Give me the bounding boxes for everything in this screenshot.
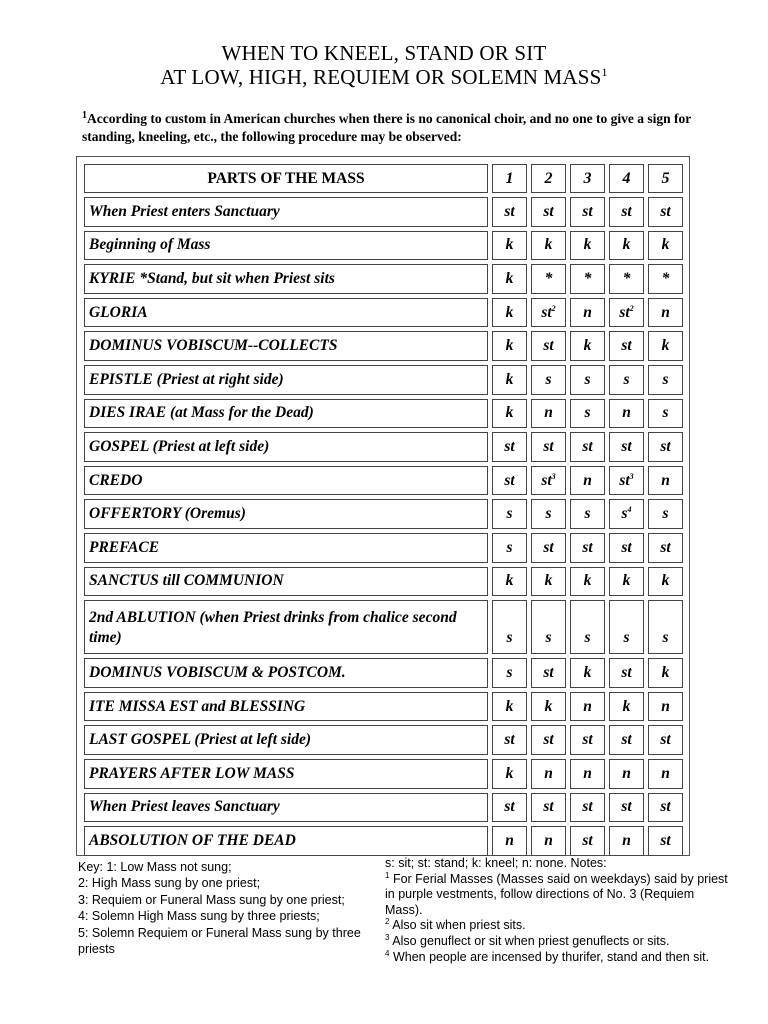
table-row [84,197,683,227]
posture-cell-col-3 [570,826,605,856]
posture-cell-col-3 [570,658,605,688]
posture-value: s [545,505,552,523]
posture-value: k [544,236,553,254]
posture-value: s [623,629,630,647]
posture-cell-col-5 [648,499,683,529]
mass-part-label: LAST GOSPEL (Priest at left side) [84,725,488,755]
posture-value: n [661,471,670,489]
posture-cell-col-5 [648,365,683,395]
posture-value: k [505,764,514,782]
posture-value: st [582,831,593,849]
posture-cell-col-5 [648,399,683,429]
table-row [84,298,683,328]
posture-cell-col-5 [648,231,683,261]
table-row [84,466,683,496]
table-row [84,658,683,688]
posture-value: n [544,764,553,782]
posture-value: s [584,370,591,388]
posture-cell-col-1 [492,432,527,462]
posture-value: st [543,538,554,556]
mass-table [80,160,687,860]
posture-cell-col-2 [531,826,566,856]
posture-cell-col-5 [648,298,683,328]
posture-value: n [544,831,553,849]
posture-cell-col-1 [492,264,527,294]
posture-value: st [582,202,593,220]
key-item: 4: Solemn High Mass sung by three priests; [78,909,320,924]
posture-cell-col-2 [531,658,566,688]
mass-part-label: DOMINUS VOBISCUM--COLLECTS [84,331,488,361]
posture-cell-col-2 [531,759,566,789]
note-item [385,950,730,966]
table-row [84,692,683,722]
posture-cell-col-3 [570,432,605,462]
posture-value: st [582,538,593,556]
posture-value: k [505,269,514,287]
table-row [84,399,683,429]
table-row [84,331,683,361]
mass-part-label: Beginning of Mass [84,231,488,261]
posture-cell-col-1 [492,365,527,395]
posture-value: s [506,629,513,647]
posture-value: n [505,831,514,849]
posture-cell-col-2 [531,399,566,429]
header-col-5: 5 [648,164,683,193]
footnote-marker: 3 [385,932,390,942]
mass-part-label: ABSOLUTION OF THE DEAD [84,826,488,856]
posture-cell-col-2 [531,298,566,328]
posture-value: s [621,505,628,523]
posture-value: k [661,572,670,590]
posture-cell-col-5 [648,692,683,722]
posture-value: k [622,236,631,254]
posture-value: n [583,764,592,782]
posture-cell-col-4 [609,759,644,789]
posture-cell-col-1 [492,692,527,722]
posture-cell-col-4 [609,432,644,462]
mass-part-label: When Priest leaves Sanctuary [84,793,488,823]
notes-legend: s: sit; st: stand; k: kneel; n: none. Notes: [385,856,607,870]
page-title: WHEN TO KNEEL, STAND OR SIT [221,41,547,65]
posture-value: n [622,831,631,849]
note-item [385,918,730,934]
posture-value: * [622,269,631,287]
page-subtitle [0,64,768,90]
posture-value: st [504,731,515,749]
posture-value: s [584,404,591,422]
header-col-2: 2 [531,164,566,193]
posture-value: st [582,731,593,749]
posture-value: k [505,404,514,422]
posture-cell-col-3 [570,466,605,496]
mass-part-label: GOSPEL (Priest at left side) [84,432,488,462]
table-row [84,533,683,563]
notes-list [385,872,730,966]
posture-value: st [619,471,630,489]
posture-value: k [505,303,514,321]
posture-value: k [583,572,592,590]
intro-text: According to custom in American churches when there is no canonical choir, and no one to give a sign for standing, kneeling, etc., the following procedure may be observed: [82,111,692,144]
posture-cell-col-3 [570,793,605,823]
posture-cell-col-5 [648,826,683,856]
posture-value: st [582,437,593,455]
footnote-marker: 4 [627,505,632,515]
footnote-marker: 1 [82,110,87,121]
posture-value: k [622,697,631,715]
posture-cell-col-5 [648,759,683,789]
posture-value: n [583,303,592,321]
posture-value: n [622,764,631,782]
mass-part-label: EPISTLE (Priest at right side) [84,365,488,395]
header-col-4: 4 [609,164,644,193]
posture-value: k [505,697,514,715]
posture-value: n [661,764,670,782]
posture-cell-col-1 [492,658,527,688]
table-header-row [84,164,683,193]
posture-value: st [621,337,632,355]
key-item: 5: Solemn Requiem or Funeral Mass sung by three priests [78,925,361,957]
footnote-marker: 1 [385,870,390,880]
posture-cell-col-1 [492,725,527,755]
posture-value: k [505,236,514,254]
posture-cell-col-5 [648,793,683,823]
posture-value: k [661,236,670,254]
posture-cell-col-2 [531,533,566,563]
posture-value: st [660,798,671,816]
posture-value: st [621,202,632,220]
posture-cell-col-4 [609,499,644,529]
posture-cell-col-3 [570,600,605,654]
posture-cell-col-3 [570,499,605,529]
posture-value: k [505,572,514,590]
mass-part-label: ITE MISSA EST and BLESSING [84,692,488,722]
posture-value: n [661,697,670,715]
posture-value: * [661,269,670,287]
posture-cell-col-5 [648,600,683,654]
posture-cell-col-2 [531,231,566,261]
posture-value: st [504,471,515,489]
footnote-marker: 4 [385,948,390,958]
posture-cell-col-2 [531,793,566,823]
header-parts-of-mass: PARTS OF THE MASS [84,164,488,193]
mass-part-label: KYRIE *Stand, but sit when Priest sits [84,264,488,294]
posture-value: st [543,437,554,455]
posture-cell-col-4 [609,399,644,429]
table-row [84,826,683,856]
posture-cell-col-4 [609,567,644,597]
table-row [84,231,683,261]
posture-cell-col-4 [609,298,644,328]
subtitle-text: AT LOW, HIGH, REQUIEM OR SOLEMN MASS [160,65,602,89]
posture-cell-col-2 [531,466,566,496]
mass-table-frame [76,156,690,856]
posture-value: k [505,337,514,355]
posture-cell-col-3 [570,231,605,261]
mass-part-label: DOMINUS VOBISCUM & POSTCOM. [84,658,488,688]
posture-cell-col-2 [531,432,566,462]
posture-value: s [662,370,669,388]
footnote-marker: 2 [385,917,390,927]
posture-value: n [583,697,592,715]
posture-cell-col-2 [531,331,566,361]
posture-cell-col-5 [648,658,683,688]
key-item: 3: Requiem or Funeral Mass sung by one priest; [78,892,345,907]
posture-value: s [623,370,630,388]
posture-cell-col-1 [492,759,527,789]
posture-value: k [583,337,592,355]
posture-value: st [660,202,671,220]
posture-cell-col-1 [492,331,527,361]
posture-value: st [621,437,632,455]
posture-cell-col-2 [531,365,566,395]
mass-part-label: DIES IRAE (at Mass for the Dead) [84,399,488,429]
posture-cell-col-3 [570,365,605,395]
posture-value: k [544,697,553,715]
posture-cell-col-4 [609,658,644,688]
posture-value: st [660,831,671,849]
posture-cell-col-2 [531,692,566,722]
posture-value: k [583,236,592,254]
mass-part-label: 2nd ABLUTION (when Priest drinks from chalice second time) [84,600,488,654]
posture-value: st [619,303,630,321]
posture-value: * [583,269,592,287]
posture-cell-col-4 [609,466,644,496]
posture-value: s [662,404,669,422]
footnote-marker: 2 [629,303,634,313]
posture-cell-col-4 [609,231,644,261]
posture-cell-col-5 [648,264,683,294]
posture-value: n [583,471,592,489]
mass-part-label: PRAYERS AFTER LOW MASS [84,759,488,789]
posture-cell-col-5 [648,197,683,227]
table-row [84,793,683,823]
posture-cell-col-1 [492,499,527,529]
posture-value: s [506,505,513,523]
footnote-marker: 1 [601,65,608,79]
posture-value: s [545,629,552,647]
key-item: Key: 1: Low Mass not sung; [78,860,232,874]
posture-cell-col-4 [609,600,644,654]
posture-cell-col-2 [531,567,566,597]
posture-cell-col-5 [648,725,683,755]
posture-value: st [543,798,554,816]
posture-cell-col-3 [570,399,605,429]
posture-cell-col-1 [492,298,527,328]
posture-value: s [506,538,513,556]
table-row [84,600,683,654]
posture-value: k [661,337,670,355]
posture-cell-col-5 [648,533,683,563]
posture-cell-col-1 [492,231,527,261]
posture-value: st [621,663,632,681]
posture-value: st [660,437,671,455]
note-item [385,934,730,950]
mass-part-label: GLORIA [84,298,488,328]
posture-value: st [504,798,515,816]
posture-value: k [583,663,592,681]
posture-cell-col-1 [492,533,527,563]
posture-value: s [662,629,669,647]
header-col-1: 1 [492,164,527,193]
posture-cell-col-5 [648,466,683,496]
posture-cell-col-3 [570,197,605,227]
posture-value: k [544,572,553,590]
mass-part-label: When Priest enters Sanctuary [84,197,488,227]
posture-cell-col-3 [570,533,605,563]
posture-cell-col-4 [609,533,644,563]
table-row [84,725,683,755]
posture-value: st [582,798,593,816]
posture-cell-col-4 [609,197,644,227]
note-text: When people are incensed by thurifer, stand and then sit. [392,949,710,964]
mass-part-label: PREFACE [84,533,488,563]
mass-part-label: SANCTUS till COMMUNION [84,567,488,597]
mass-part-label: OFFERTORY (Oremus) [84,499,488,529]
posture-value: st [541,303,552,321]
footnote-marker: 3 [551,471,556,481]
footnote-marker: 2 [551,303,556,313]
footnote-marker: 3 [629,471,634,481]
posture-cell-col-1 [492,600,527,654]
posture-cell-col-3 [570,759,605,789]
posture-cell-col-3 [570,331,605,361]
note-item [385,872,730,919]
posture-cell-col-1 [492,826,527,856]
posture-cell-col-1 [492,399,527,429]
posture-value: st [541,471,552,489]
posture-cell-col-1 [492,197,527,227]
posture-value: st [504,437,515,455]
posture-value: st [621,798,632,816]
posture-cell-col-5 [648,432,683,462]
posture-cell-col-1 [492,793,527,823]
posture-value: s [506,663,513,681]
table-row [84,499,683,529]
posture-cell-col-3 [570,264,605,294]
posture-value: k [661,663,670,681]
mass-part-label: CREDO [84,466,488,496]
posture-cell-col-4 [609,692,644,722]
posture-value: s [584,629,591,647]
posture-cell-col-2 [531,725,566,755]
posture-cell-col-4 [609,264,644,294]
table-row [84,432,683,462]
note-text: Also genuflect or sit when priest genuflects or sits. [392,933,670,948]
posture-value: st [621,731,632,749]
posture-value: n [622,404,631,422]
posture-cell-col-4 [609,331,644,361]
key-item: 2: High Mass sung by one priest; [78,876,261,891]
posture-cell-col-2 [531,499,566,529]
note-text: Also sit when priest sits. [392,918,526,933]
table-row [84,365,683,395]
posture-value: k [622,572,631,590]
posture-cell-col-5 [648,331,683,361]
posture-cell-col-3 [570,567,605,597]
posture-cell-col-2 [531,264,566,294]
posture-value: st [543,202,554,220]
posture-cell-col-5 [648,567,683,597]
posture-cell-col-3 [570,692,605,722]
posture-value: s [662,505,669,523]
posture-value: st [621,538,632,556]
posture-cell-col-4 [609,793,644,823]
posture-value: s [545,370,552,388]
posture-cell-col-4 [609,725,644,755]
posture-cell-col-1 [492,466,527,496]
table-row [84,264,683,294]
posture-cell-col-2 [531,197,566,227]
posture-value: st [660,538,671,556]
key-legend [78,859,378,957]
posture-cell-col-3 [570,725,605,755]
posture-value: st [660,731,671,749]
header-col-3: 3 [570,164,605,193]
intro-note [82,110,702,146]
posture-value: st [543,337,554,355]
posture-value: st [504,202,515,220]
posture-value: n [661,303,670,321]
notes-section [385,856,730,965]
posture-value: * [544,269,553,287]
posture-cell-col-3 [570,298,605,328]
posture-value: st [543,731,554,749]
table-row [84,759,683,789]
posture-cell-col-4 [609,365,644,395]
posture-value: n [544,404,553,422]
posture-cell-col-2 [531,600,566,654]
posture-cell-col-1 [492,567,527,597]
posture-value: s [584,505,591,523]
posture-cell-col-4 [609,826,644,856]
posture-value: k [505,370,514,388]
table-row [84,567,683,597]
note-text: For Ferial Masses (Masses said on weekdays) said by priest in purple vestments, follow directions of No. 3 (Requiem Mass). [385,871,728,917]
posture-value: st [543,663,554,681]
